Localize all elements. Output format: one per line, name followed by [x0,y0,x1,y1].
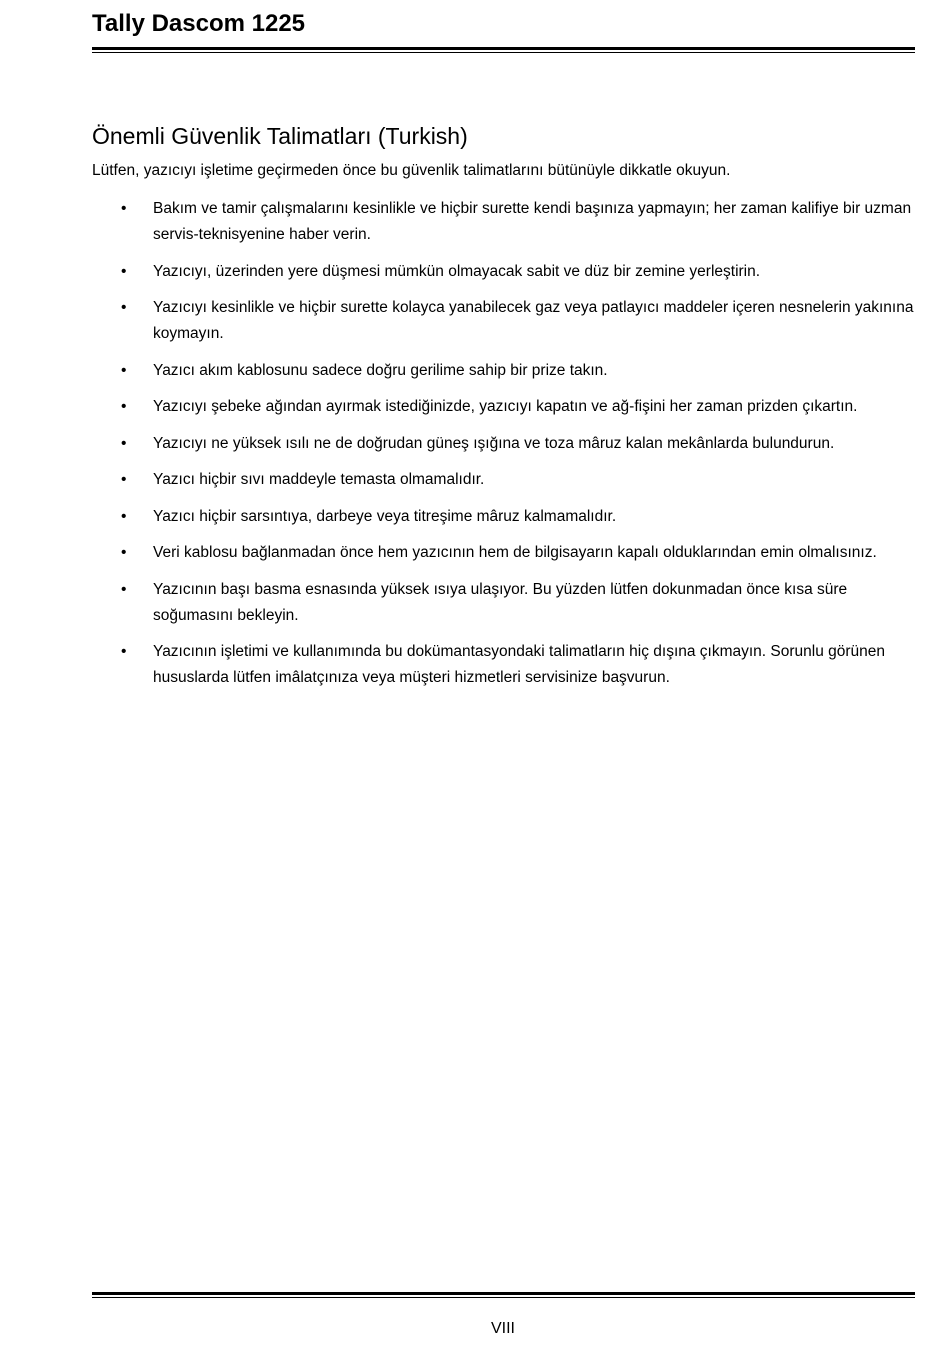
list-item [92,358,915,384]
document-header-title: Tally Dascom 1225 [92,10,306,37]
list-item [92,467,915,493]
list-item-text: Yazıcının işletimi ve kullanımında bu dokümantasyondaki talimatların hiç dışına çıkmayın. Sorunlu görünen hususlarda lütfen imâlatçınıza veya müşteri hizmetleri servisinize başvurun. [153,643,886,686]
list-item [92,504,915,530]
bullet-icon: • [121,398,127,415]
intro-paragraph: Lütfen, yazıcıyı işletime geçirmeden önce bu güvenlik talimatlarını bütünüyle dikkatle okuyun. [92,162,731,179]
list-item-text: Yazıcıyı şebeke ağından ayırmak istediğinizde, yazıcıyı kapatın ve ağ-fişini her zaman prizden çıkartın. [153,398,858,415]
list-item-text: Yazıcı hiçbir sarsıntıya, darbeye veya titreşime mâruz kalmamalıdır. [153,507,617,525]
list-item [92,577,915,629]
list-item-text: Yazıcı akım kablosunu sadece doğru gerilime sahip bir prize takın. [153,361,608,379]
list-item-text: Veri kablosu bağlanmadan önce hem yazıcının hem de bilgisayarın kapalı olduklarından emin olmalısınız. [153,544,877,561]
list-item-text: Yazıcının başı basma esnasında yüksek ısıya ulaşıyor. Bu yüzden lütfen dokunmadan önce kısa süre soğumasını bekleyin. [153,580,848,624]
list-item [92,394,915,420]
list-item-text: Yazıcıyı ne yüksek ısılı ne de doğrudan güneş ışığına ve toza mâruz kalan mekânlarda bulundurun. [153,434,835,452]
list-item [92,295,915,347]
list-item [92,639,915,691]
list-item-text: Yazıcı hiçbir sıvı maddeyle temasta olmamalıdır. [153,471,485,488]
list-item-text: Yazıcıyı, üzerinden yere düşmesi mümkün olmayacak sabit ve düz bir zemine yerleştirin. [153,262,761,280]
list-item [92,196,915,248]
list-item-text: Bakım ve tamir çalışmalarını kesinlikle ve hiçbir surette kendi başınıza yapmayın; her zaman kalifiye bir uzman servis-teknisyenine haber verin. [153,200,912,243]
bullet-icon: • [121,580,127,598]
list-item-text: Yazıcıyı kesinlikle ve hiçbir surette kolayca yanabilecek gaz veya patlayıcı maddeler içeren nesnelerin yakınına koymayın. [153,299,914,342]
bullet-icon: • [121,507,127,525]
list-item [92,431,915,457]
list-item [92,259,915,285]
page-number: VIII [490,1320,515,1337]
bullet-icon: • [121,544,127,561]
bullet-icon: • [121,299,127,316]
bullet-icon: • [121,434,127,452]
bullet-icon: • [121,471,127,488]
bullet-icon: • [121,262,127,280]
bullet-icon: • [121,200,127,217]
section-title: Önemli Güvenlik Talimatları (Turkish) [92,123,468,150]
bullet-icon: • [121,643,127,660]
list-item [92,540,915,566]
safety-instructions-list [92,196,915,702]
footer-double-rule [92,1292,915,1298]
header-double-rule [92,47,915,53]
bullet-icon: • [121,361,127,379]
